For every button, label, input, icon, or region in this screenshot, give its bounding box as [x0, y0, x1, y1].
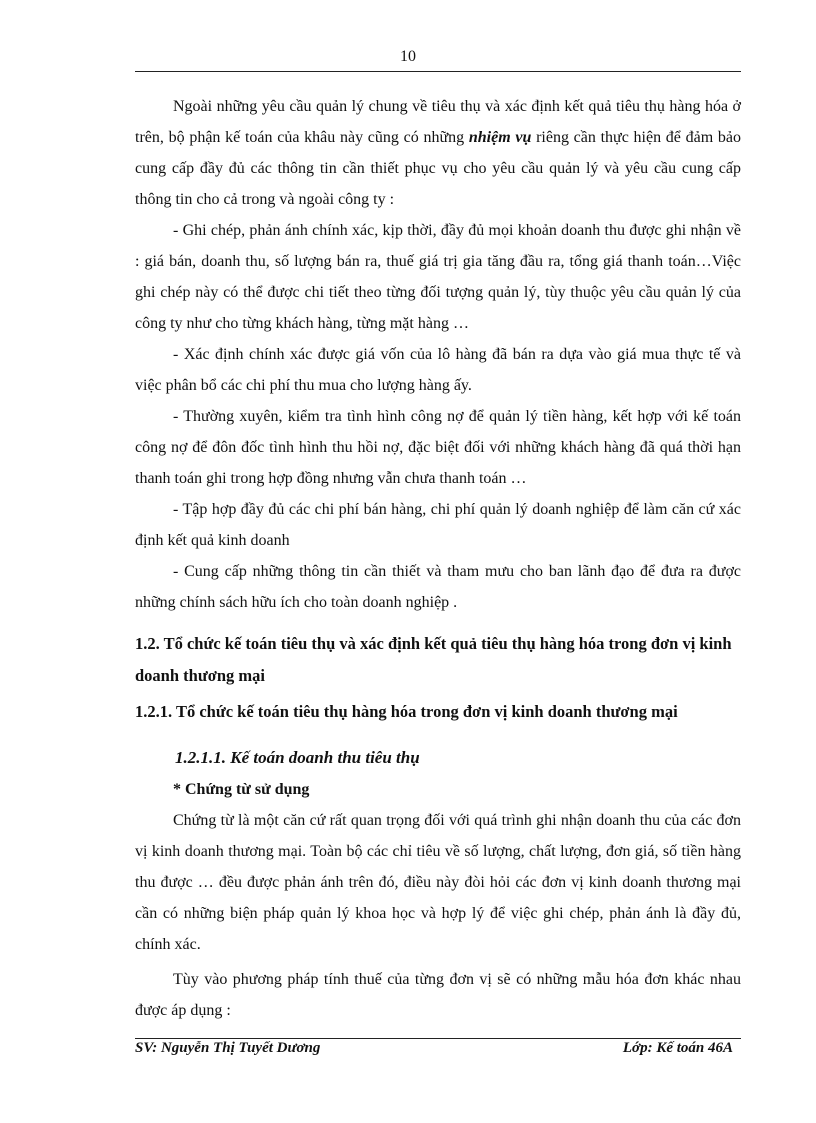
- task-item: - Thường xuyên, kiểm tra tình hình công nợ để quản lý tiền hàng, kết hợp với kế toán công nợ để đôn đốc tình hình thu hồi nợ, đặc biệt đối với những khách hàng đã quá thời hạn thanh toán ghi trong hợp đồng nhưng vẫn chưa thanh toán …: [135, 408, 741, 487]
- task-item: - Tập hợp đầy đủ các chi phí bán hàng, chi phí quản lý doanh nghiệp để làm căn cứ xác định kết quả kinh doanh: [135, 501, 741, 549]
- subheading-documents: * Chứng từ sử dụng: [173, 781, 310, 798]
- header-rule: [135, 71, 741, 72]
- section-heading-1-2: 1.2. Tổ chức kế toán tiêu thụ và xác định kết quả tiêu thụ hàng hóa trong đơn vị kinh doanh thương mại: [135, 634, 732, 685]
- task-item: - Cung cấp những thông tin cần thiết và tham mưu cho ban lãnh đạo để đưa ra được những chính sách hữu ích cho toàn doanh nghiệp .: [135, 563, 741, 611]
- footer-student: SV: Nguyễn Thị Tuyết Dương: [135, 1040, 321, 1056]
- page-number: 10: [400, 48, 416, 65]
- intro-text-before: Ngoài những yêu cầu quản lý chung về tiêu thụ và xác định kết quả tiêu thụ hàng hóa ở trên, bộ phận kế toán của khâu này cũng có những: [135, 98, 741, 146]
- intro-emphasis: nhiệm vụ: [468, 129, 532, 146]
- section-heading-1-2-1: 1.2.1. Tổ chức kế toán tiêu thụ hàng hóa trong đơn vị kinh doanh thương mại: [135, 702, 678, 721]
- intro-paragraph: [135, 91, 741, 215]
- task-item: - Ghi chép, phản ánh chính xác, kịp thời, đầy đủ mọi khoản doanh thu được ghi nhận về : giá bán, doanh thu, số lượng bán ra, thuế giá trị gia tăng đầu ra, tổng giá thanh toán…Việc ghi chép này có thể được chi tiết theo từng đối tượng quản lý, tùy thuộc yêu cầu quản lý của công ty như cho từng khách hàng, từng mặt hàng …: [135, 222, 741, 332]
- task-item: - Xác định chính xác được giá vốn của lô hàng đã bán ra dựa vào giá mua thực tế và việc phân bổ các chi phí thu mua cho lượng hàng ấy.: [135, 346, 741, 394]
- intro-text-after: riêng cần thực hiện để đảm bảo cung cấp đầy đủ các thông tin cần thiết phục vụ cho yêu cầu quản lý và yêu cầu cung cấp thông tin cho cả trong và ngoài công ty :: [135, 129, 742, 208]
- section-heading-1-2-1-1: 1.2.1.1. Kế toán doanh thu tiêu thụ: [175, 748, 420, 767]
- invoice-paragraph: Tùy vào phương pháp tính thuế của từng đơn vị sẽ có những mẫu hóa đơn khác nhau được áp dụng :: [135, 971, 741, 1019]
- footer-class: Lớp: Kế toán 46A: [622, 1040, 733, 1056]
- footer-rule: [135, 1038, 741, 1039]
- documents-paragraph: Chứng từ là một căn cứ rất quan trọng đối với quá trình ghi nhận doanh thu của các đơn vị kinh doanh thương mại. Toàn bộ các chỉ tiêu về số lượng, chất lượng, đơn giá, số tiền hàng thu được … đều được phản ánh trên đó, điều này đòi hỏi các đơn vị kinh doanh thương mại cần có những biện pháp quản lý khoa học và hợp lý để việc ghi chép, phản ánh là đầy đủ, chính xác.: [135, 812, 741, 953]
- document-body: [135, 91, 741, 1026]
